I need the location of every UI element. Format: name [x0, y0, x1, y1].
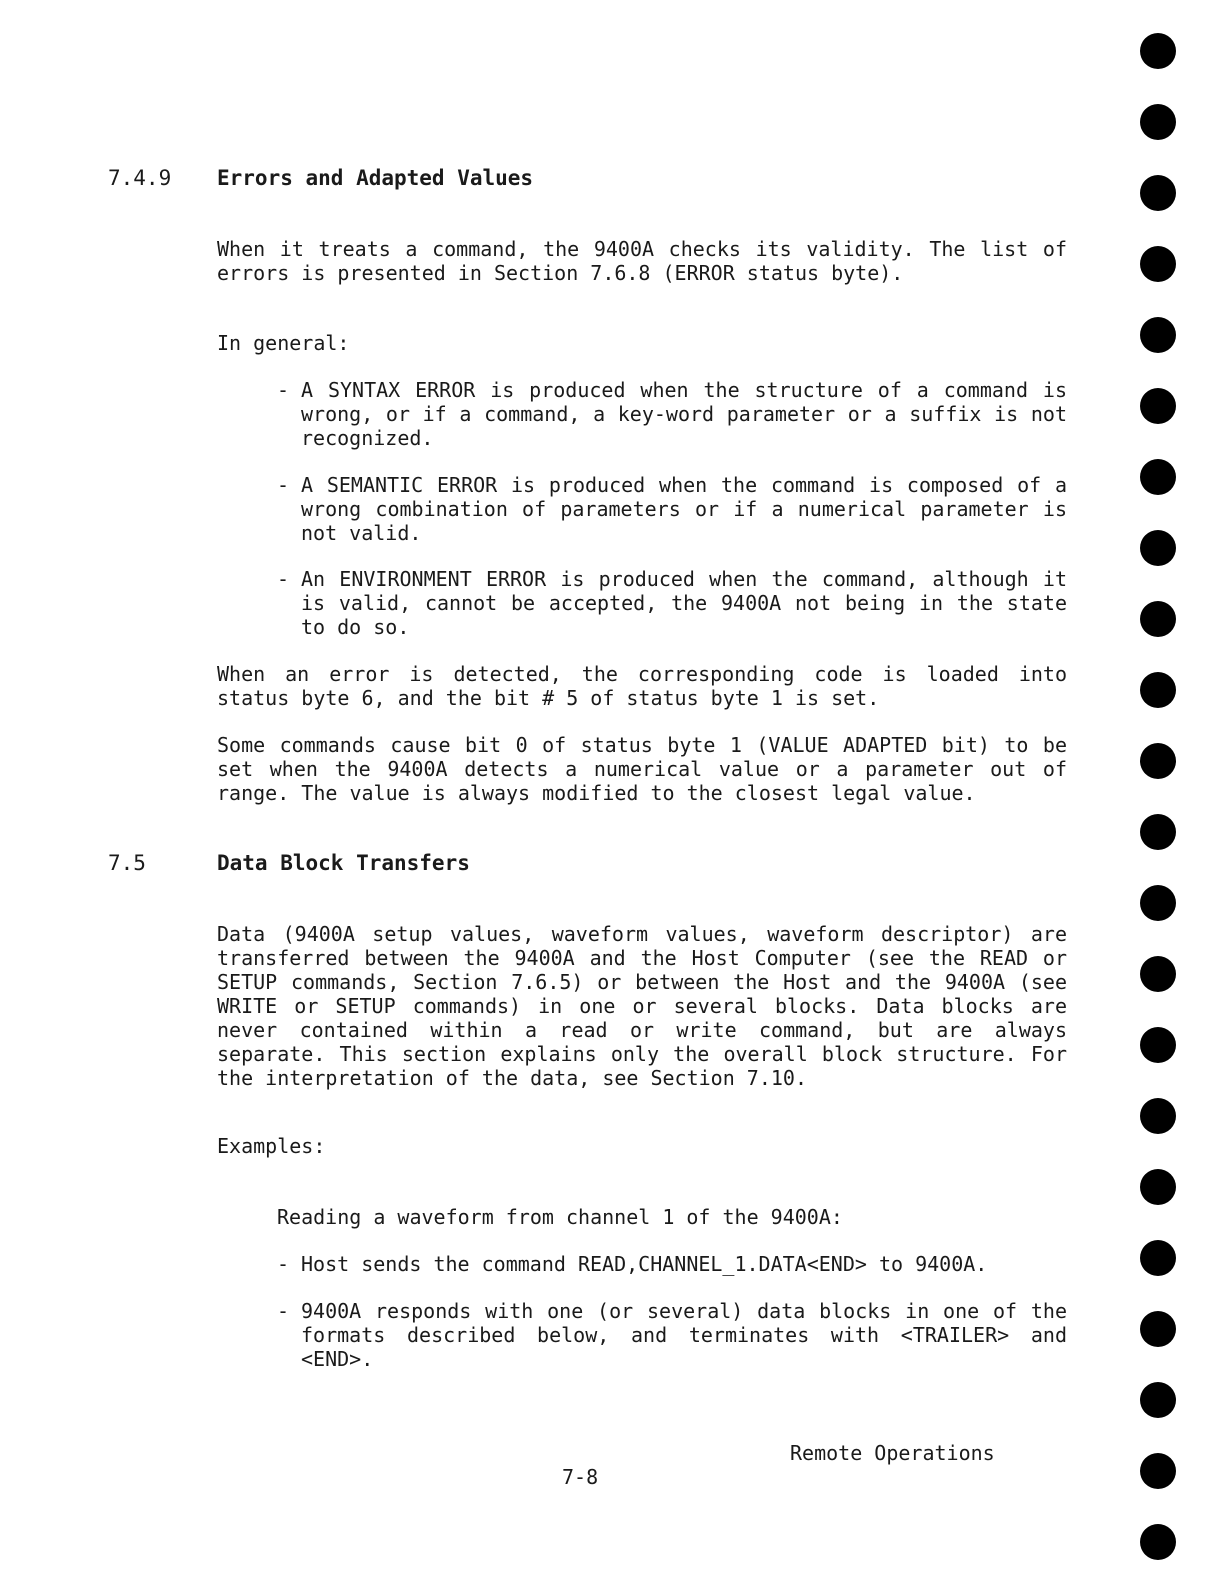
- binder-hole: [1140, 459, 1176, 495]
- error-detect-paragraph: When an error is detected, the corresponding code is loaded into status byte 6, and the bit # 5 of status byte 1 is set.: [217, 662, 1067, 710]
- binder-hole: [1140, 246, 1176, 282]
- binder-hole: [1140, 956, 1176, 992]
- section-title: Data Block Transfers: [217, 851, 470, 875]
- binder-hole: [1140, 1382, 1176, 1418]
- binder-hole: [1140, 885, 1176, 921]
- data-block-paragraph: Data (9400A setup values, waveform values, waveform descriptor) are transferred between the 9400A and the Host Computer (see the READ or SETUP commands, Section 7.6.5) or between the Host and the 9400A (see WRITE or SETUP commands) in one or several blocks. Data blocks are never contained within a read or write command, but are always separate. This section explains only the overall block structure. For the interpretation of the data, see Section 7.10.: [217, 922, 1067, 1090]
- binder-hole: [1140, 388, 1176, 424]
- list-item: [277, 378, 1067, 450]
- binder-hole: [1140, 672, 1176, 708]
- list-item: [277, 567, 1067, 639]
- binder-hole: [1140, 1098, 1176, 1134]
- list-dash: -: [277, 1252, 290, 1276]
- list-dash: -: [277, 1299, 290, 1323]
- intro-paragraph: When it treats a command, the 9400A checks its validity. The list of errors is presented in Section 7.6.8 (ERROR status byte).: [217, 237, 1067, 285]
- binder-hole: [1140, 175, 1176, 211]
- list-item-text: An ENVIRONMENT ERROR is produced when the command, although it is valid, cannot be accepted, the 9400A not being in the state to do so.: [301, 567, 1067, 639]
- list-dash: -: [277, 567, 290, 591]
- binder-hole: [1140, 814, 1176, 850]
- binder-hole: [1140, 317, 1176, 353]
- binder-hole: [1140, 104, 1176, 140]
- binder-hole: [1140, 1027, 1176, 1063]
- section-number: 7.4.9: [108, 166, 172, 190]
- binder-hole: [1140, 1169, 1176, 1205]
- list-dash: -: [277, 473, 290, 497]
- binder-hole: [1140, 1240, 1176, 1276]
- example-title: Reading a waveform from channel 1 of the 9400A:: [277, 1205, 843, 1229]
- in-general-label: In general:: [217, 331, 350, 355]
- binder-hole: [1140, 601, 1176, 637]
- value-adapted-paragraph: Some commands cause bit 0 of status byte 1 (VALUE ADAPTED bit) to be set when the 9400A detects a numerical value or a parameter out of range. The value is always modified to the closest legal value.: [217, 733, 1067, 805]
- binder-hole: [1140, 743, 1176, 779]
- section-number: 7.5: [108, 851, 146, 875]
- list-item-text: A SEMANTIC ERROR is produced when the command is composed of a wrong combination of parameters or if a numerical parameter is not valid.: [301, 473, 1067, 545]
- binder-hole: [1140, 1311, 1176, 1347]
- binder-hole: [1140, 33, 1176, 69]
- footer-section-name: Remote Operations: [790, 1441, 995, 1465]
- binder-hole: [1140, 530, 1176, 566]
- examples-label: Examples:: [217, 1134, 326, 1158]
- list-dash: -: [277, 378, 290, 402]
- list-item-text: Host sends the command READ,CHANNEL_1.DATA<END> to 9400A.: [301, 1252, 988, 1276]
- section-title: Errors and Adapted Values: [217, 166, 534, 190]
- binder-hole: [1140, 1524, 1176, 1560]
- list-item: [277, 1299, 1067, 1371]
- page-number: 7-8: [562, 1465, 599, 1489]
- list-item-text: A SYNTAX ERROR is produced when the structure of a command is wrong, or if a command, a key-word parameter or a suffix is not recognized.: [301, 378, 1067, 450]
- list-item-text: 9400A responds with one (or several) data blocks in one of the formats described below, and terminates with <TRAILER> and <END>.: [301, 1299, 1067, 1371]
- list-item: [277, 473, 1067, 545]
- binder-hole: [1140, 1453, 1176, 1489]
- list-item: [277, 1252, 1067, 1276]
